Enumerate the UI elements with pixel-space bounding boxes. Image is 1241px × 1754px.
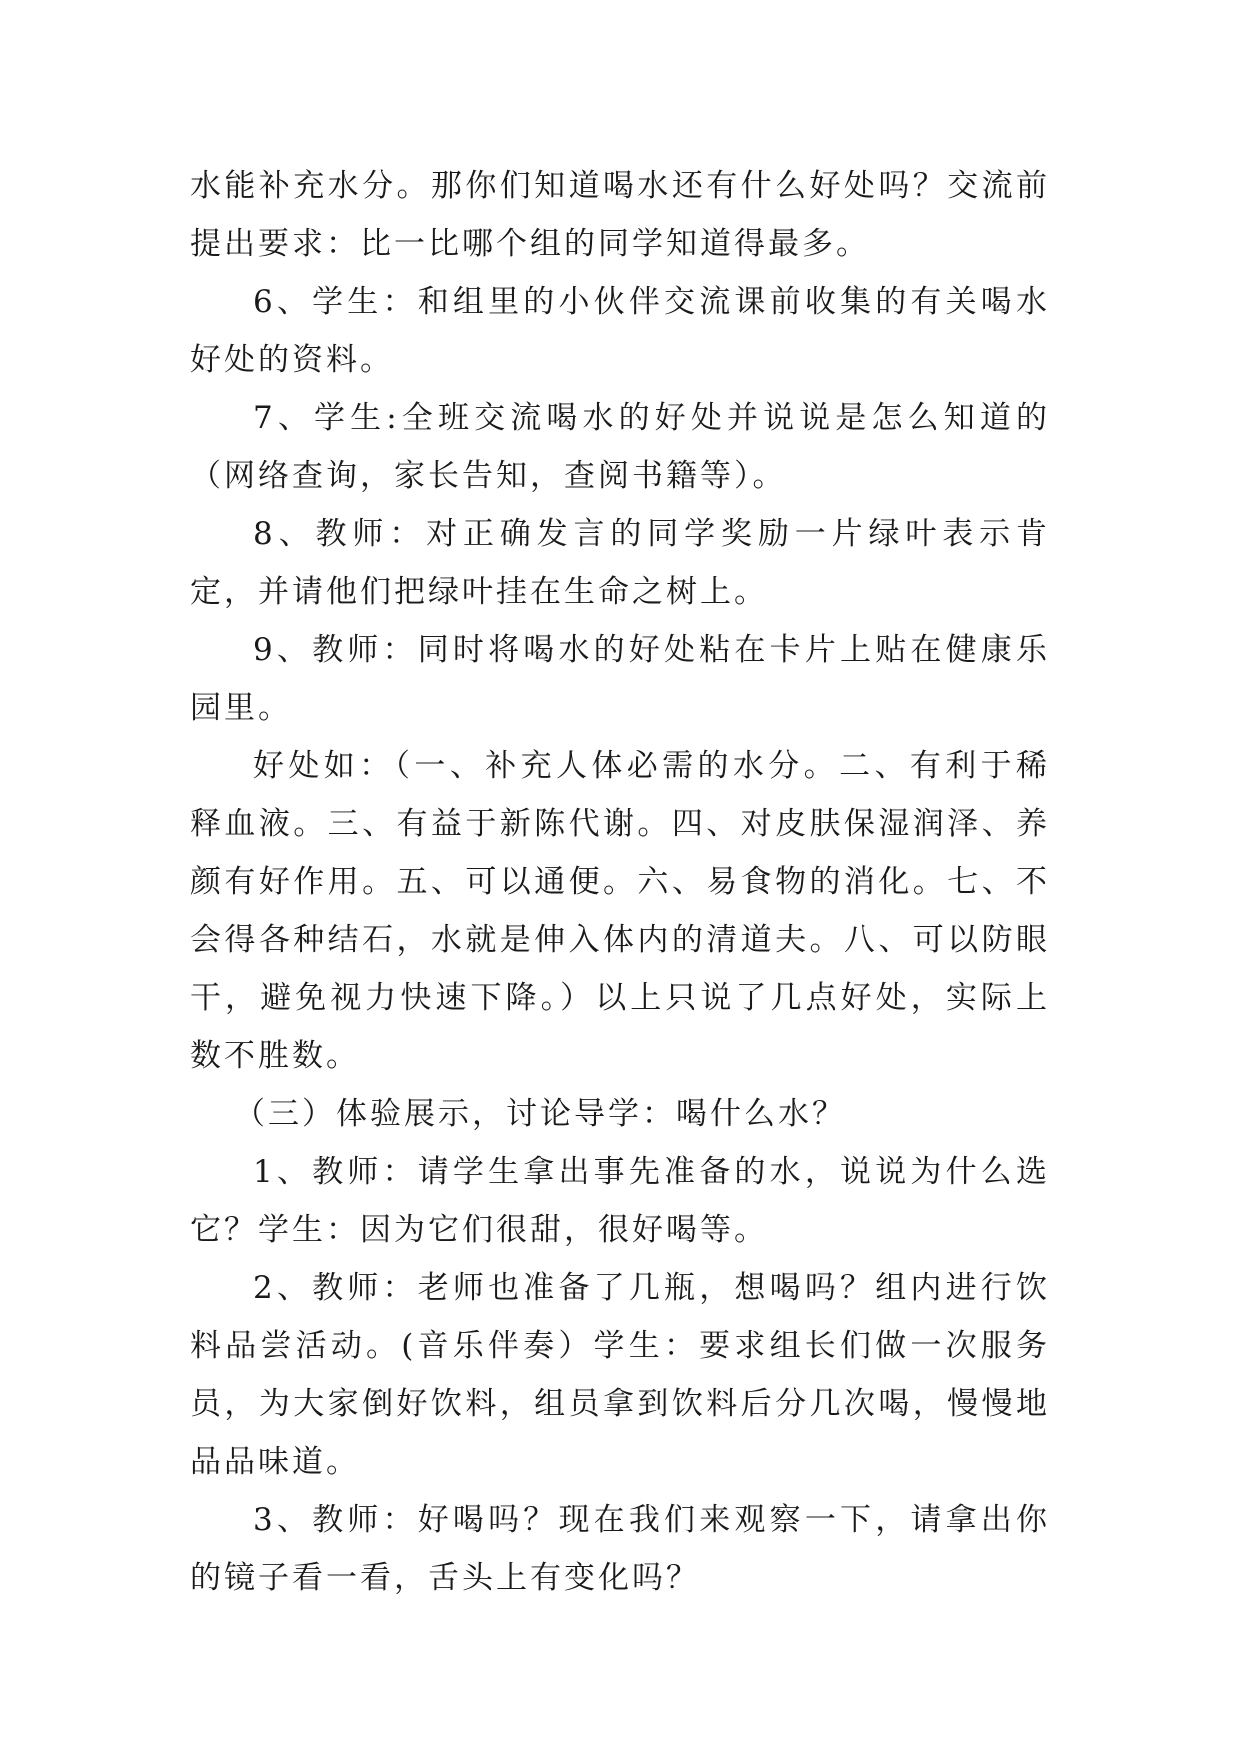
paragraph-step-3: 3、教师：好喝吗？现在我们来观察一下，请拿出你的镜子看一看，舌头上有变化吗？	[190, 1502, 1050, 1596]
paragraph-benefits-list: 好处如：（一、补充人体必需的水分。二、有利于稀释血液。三、有益于新陈代谢。四、对皮肤保湿润泽、养颜有好作用。五、可以通便。六、易食物的消化。七、不会得各种结石，水就是伸入体内的清道夫。八、可以防眼干，避免视力快速下降。）以上只说了几点好处，实际上数不胜数。	[190, 748, 1050, 1074]
paragraph-step-1: 1、教师：请学生拿出事先准备的水，说说为什么选它？学生：因为它们很甜，很好喝等。	[190, 1154, 1050, 1248]
paragraph-step-7: 7、学生:全班交流喝水的好处并说说是怎么知道的（网络查询，家长告知，查阅书籍等）。	[190, 400, 1050, 494]
paragraph-continuation: 水能补充水分。那你们知道喝水还有什么好处吗？交流前提出要求：比一比哪个组的同学知道得最多。	[190, 168, 1050, 262]
paragraph-step-2: 2、教师：老师也准备了几瓶，想喝吗？组内进行饮料品尝活动。(音乐伴奏）学生：要求组长们做一次服务员，为大家倒好饮料，组员拿到饮料后分几次喝，慢慢地品品味道。	[190, 1270, 1050, 1480]
paragraph-step-9: 9、教师：同时将喝水的好处粘在卡片上贴在健康乐园里。	[190, 632, 1050, 726]
paragraph-step-8: 8、教师：对正确发言的同学奖励一片绿叶表示肯定，并请他们把绿叶挂在生命之树上。	[190, 516, 1050, 610]
document-body	[190, 157, 1050, 1607]
paragraph-step-6: 6、学生：和组里的小伙伴交流课前收集的有关喝水好处的资料。	[190, 284, 1050, 378]
section-heading-3: （三）体验展示，讨论导学：喝什么水？	[234, 1096, 846, 1132]
